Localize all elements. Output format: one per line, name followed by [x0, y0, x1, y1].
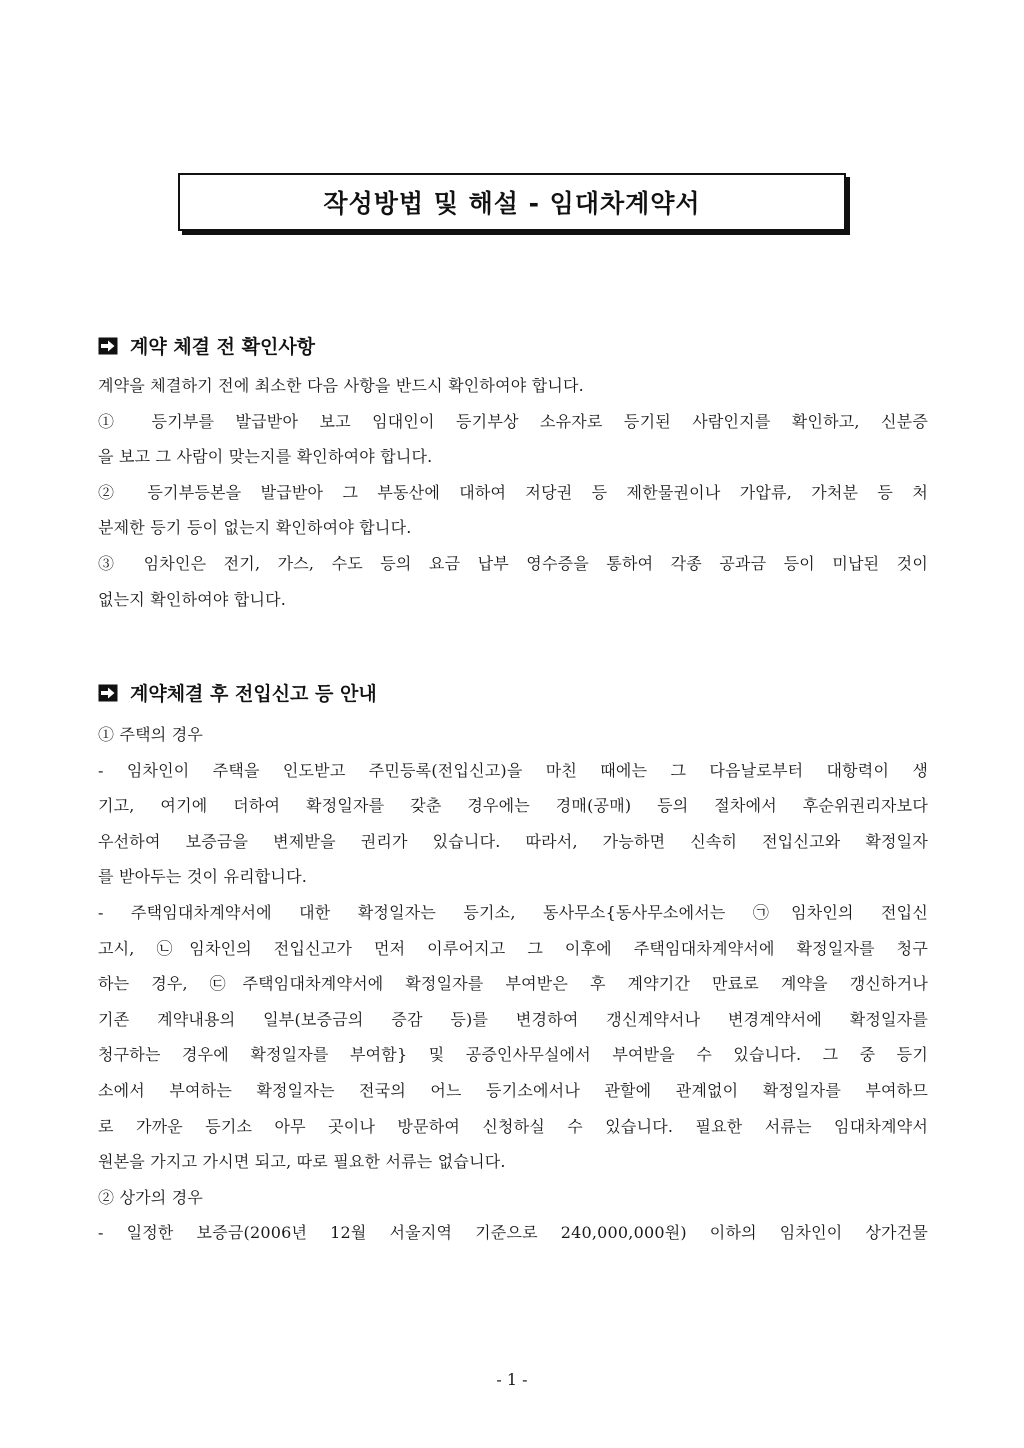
paragraph-line: 소에서 부여하는 확정일자는 전국의 어느 등기소에서나 관할에 관계없이 확정일자를 부여하므	[98, 1080, 928, 1100]
section-heading-post-contract	[98, 679, 377, 706]
paragraph-line: 없는지 확인하여야 합니다.	[98, 589, 287, 609]
paragraph-line: 기존 계약내용의 일부(보증금의 증감 등)를 변경하여 갱신계약서나 변경계약서에 확정일자를	[98, 1009, 928, 1029]
paragraph-line: 하는 경우, ㉢주택임대차계약서에 확정일자를 부여받은 후 계약기간 만료로 계약을 갱신하거나	[98, 974, 928, 994]
section-heading-label: 계약체결 후 전입신고 등 안내	[130, 683, 377, 705]
paragraph-line: - 주택임대차계약서에 대한 확정일자는 등기소, 동사무소{동사무소에서는 ㉠임차인의 전입신	[98, 902, 928, 922]
paragraph-line: 우선하여 보증금을 변제받을 권리가 있습니다. 따라서, 가능하면 신속히 전입신고와 확정일자	[98, 831, 928, 851]
paragraph-line: 기고, 여기에 더하여 확정일자를 갖춘 경우에는 경매(공매) 등의 절차에서 후순위권리자보다	[98, 796, 928, 816]
page-number: - 1 -	[496, 1370, 528, 1389]
paragraph-line: 를 받아두는 것이 유리합니다.	[98, 867, 308, 887]
paragraph-line: 을 보고 그 사람이 맞는지를 확인하여야 합니다.	[98, 447, 433, 467]
paragraph-line: 고시, ㉡임차인의 전입신고가 먼저 이루어지고 그 이후에 주택임대차계약서에 확정일자를 청구	[98, 938, 928, 958]
paragraph-line: 분제한 등기 등이 없는지 확인하여야 합니다.	[98, 518, 412, 538]
arrow-right-icon	[98, 684, 118, 702]
paragraph-line: 청구하는 경우에 확정일자를 부여함} 및 공증인사무실에서 부여받을 수 있습니다. 그 중 등기	[98, 1045, 928, 1065]
paragraph-line: ③ 임차인은 전기, 가스, 수도 등의 요금 납부 영수증을 통하여 각종 공과금 등이 미납된 것이	[98, 553, 928, 573]
paragraph-line: 로 가까운 등기소 아무 곳이나 방문하여 신청하실 수 있습니다. 필요한 서류는 임대차계약서	[98, 1116, 928, 1136]
section-heading-label: 계약 체결 전 확인사항	[130, 336, 316, 358]
paragraph-line: - 일정한 보증금(2006년 12월 서울지역 기준으로 240,000,000원) 이하의 임차인이 상가건물	[98, 1223, 928, 1243]
arrow-right-icon	[98, 337, 118, 355]
section-heading-pre-contract	[98, 332, 315, 359]
paragraph-line: ② 등기부등본을 발급받아 그 부동산에 대하여 저당권 등 제한물권이나 가압류, 가처분 등 처	[98, 482, 928, 502]
paragraph-line: 원본을 가지고 가시면 되고, 따로 필요한 서류는 없습니다.	[98, 1152, 506, 1172]
paragraph-line: ① 주택의 경우	[98, 725, 204, 744]
paragraph-line: ② 상가의 경우	[98, 1187, 204, 1207]
paragraph-line: 계약을 체결하기 전에 최소한 다음 사항을 반드시 확인하여야 합니다.	[98, 376, 584, 395]
title-box	[178, 173, 846, 231]
paragraph-line: - 임차인이 주택을 인도받고 주민등록(전입신고)을 마친 때에는 그 다음날로부터 대항력이 생	[98, 760, 928, 780]
section-body-post-contract	[98, 717, 928, 1251]
section-body-pre-contract	[98, 368, 928, 617]
document-title: 작성방법 및 해설 - 임대차계약서	[323, 189, 701, 218]
paragraph-line: ① 등기부를 발급받아 보고 임대인이 등기부상 소유자로 등기된 사람인지를 확인하고, 신분증	[98, 411, 928, 431]
